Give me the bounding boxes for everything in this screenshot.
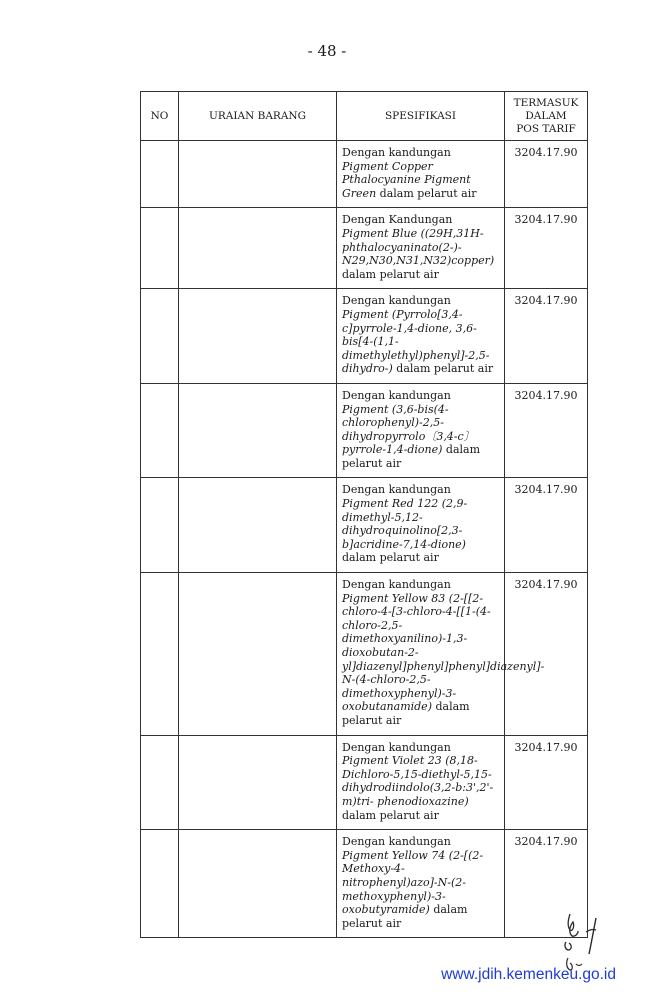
spec-prefix: Dengan kandungan [342, 294, 451, 308]
spec-pigment-name: Pigment Red 122 (2,9-dimethyl-5,12-dihydroquinolino[2,3-b]acridine-7,14-dione) [342, 497, 468, 551]
spec-pigment-name: Pigment Copper Pthalocyanine Pigment Green [342, 159, 471, 200]
cell-pos-tarif: 3204.17.90 [505, 830, 588, 938]
cell-pos-tarif: 3204.17.90 [505, 289, 588, 384]
cell-uraian-barang [179, 573, 337, 736]
cell-uraian-barang [179, 478, 337, 573]
cell-pos-tarif: 3204.17.90 [505, 573, 588, 736]
spec-prefix: Dengan kandungan [342, 146, 451, 159]
spec-suffix: dalam pelarut air [342, 443, 481, 470]
spec-pigment-name: Pigment Yellow 74 (2-[(2-Methoxy-4-nitrophenyl)azo]-N-(2-methoxyphenyl)-3-oxobutyramide) [342, 848, 484, 917]
footer-website-link[interactable]: www.jdih.kemenkeu.go.id [441, 966, 616, 983]
cell-spesifikasi [337, 208, 505, 289]
cell-spesifikasi [337, 830, 505, 938]
cell-no [141, 141, 179, 208]
header-pos-line-2: DALAM [525, 109, 567, 122]
header-no: NO [141, 92, 179, 141]
cell-pos-tarif: 3204.17.90 [505, 383, 588, 478]
spec-pigment-name: Pigment (3,6-bis(4-chlorophenyl)-2,5-dihydropyrrolo〔3,4-c〕pyrrole-1,4-dione) [342, 402, 475, 457]
cell-no [141, 208, 179, 289]
cell-spesifikasi [337, 289, 505, 384]
cell-spesifikasi [337, 141, 505, 208]
header-spesifikasi: SPESIFIKASI [337, 92, 505, 141]
spec-prefix: Dengan kandungan [342, 483, 451, 497]
cell-no [141, 830, 179, 938]
header-pos-line-3: POS TARIF [516, 122, 576, 135]
cell-pos-tarif: 3204.17.90 [505, 141, 588, 208]
spec-prefix: Dengan Kandungan [342, 213, 453, 227]
spec-prefix: Dengan kandungan [342, 740, 451, 754]
table-row [141, 141, 588, 208]
header-uraian-barang: URAIAN BARANG [179, 92, 337, 141]
spec-pigment-name: Pigment Yellow 83 (2-[[2-chloro-4-[3-chloro-4-[[1-(4-chloro-2,5-dimethoxyanilino)-1,3-dioxobutan-2-yl]diazenyl]phenyl]phenyl]diazenyl]-N-(4-chloro-2,5-dimethoxyphenyl)-3-oxobutanamide) [342, 591, 545, 714]
cell-pos-tarif: 3204.17.90 [505, 735, 588, 830]
cell-no [141, 735, 179, 830]
cell-uraian-barang [179, 830, 337, 938]
cell-uraian-barang [179, 383, 337, 478]
header-pos-tarif [505, 92, 588, 141]
cell-spesifikasi [337, 478, 505, 573]
spec-suffix: dalam pelarut air [392, 362, 494, 376]
cell-spesifikasi [337, 573, 545, 736]
spec-suffix: dalam pelarut air [342, 700, 470, 727]
table-row [141, 208, 588, 289]
table-row [141, 830, 588, 938]
cell-no [141, 383, 179, 478]
table-header-row [141, 92, 588, 141]
cell-uraian-barang [179, 735, 337, 830]
spec-suffix: dalam pelarut air [342, 808, 439, 822]
cell-no [141, 289, 179, 384]
spec-suffix: dalam pelarut air [342, 267, 439, 281]
cell-no [141, 478, 179, 573]
table-row [141, 289, 588, 384]
table-row [141, 735, 588, 830]
spec-suffix: dalam pelarut air [376, 186, 477, 200]
cell-uraian-barang [179, 289, 337, 384]
cell-no [141, 573, 179, 736]
cell-pos-tarif: 3204.17.90 [505, 478, 588, 573]
spec-suffix: dalam pelarut air [342, 903, 468, 930]
cell-spesifikasi [337, 735, 505, 830]
spec-suffix: dalam pelarut air [342, 551, 439, 565]
cell-pos-tarif: 3204.17.90 [505, 208, 588, 289]
spec-prefix: Dengan kandungan [342, 835, 451, 849]
cell-uraian-barang [179, 208, 337, 289]
cell-spesifikasi [337, 383, 505, 478]
page-number: - 48 - [307, 42, 347, 60]
cell-uraian-barang [179, 141, 337, 208]
spec-pigment-name: Pigment Violet 23 (8,18-Dichloro-5,15-diethyl-5,15-dihydrodiindolo(3,2-b:3',2'-m)tri- phenodioxazine) [342, 754, 494, 808]
header-pos-line-1: TERMASUK [513, 96, 579, 109]
spec-pigment-name: Pigment (Pyrrolo[3,4-c]pyrrole-1,4-dione, 3,6-bis[4-(1,1-dimethylethyl)phenyl]-2,5-dihydro-) [342, 307, 490, 376]
table-row [141, 383, 588, 478]
spec-pigment-name: Pigment Blue ((29H,31H-phthalocyaninato(2-)-N29,N30,N31,N32)copper) [342, 226, 495, 268]
table-row [141, 573, 588, 736]
spec-prefix: Dengan kandungan [342, 388, 451, 402]
table-row [141, 478, 588, 573]
tariff-table [140, 91, 588, 938]
spec-prefix: Dengan kandungan [342, 578, 451, 592]
